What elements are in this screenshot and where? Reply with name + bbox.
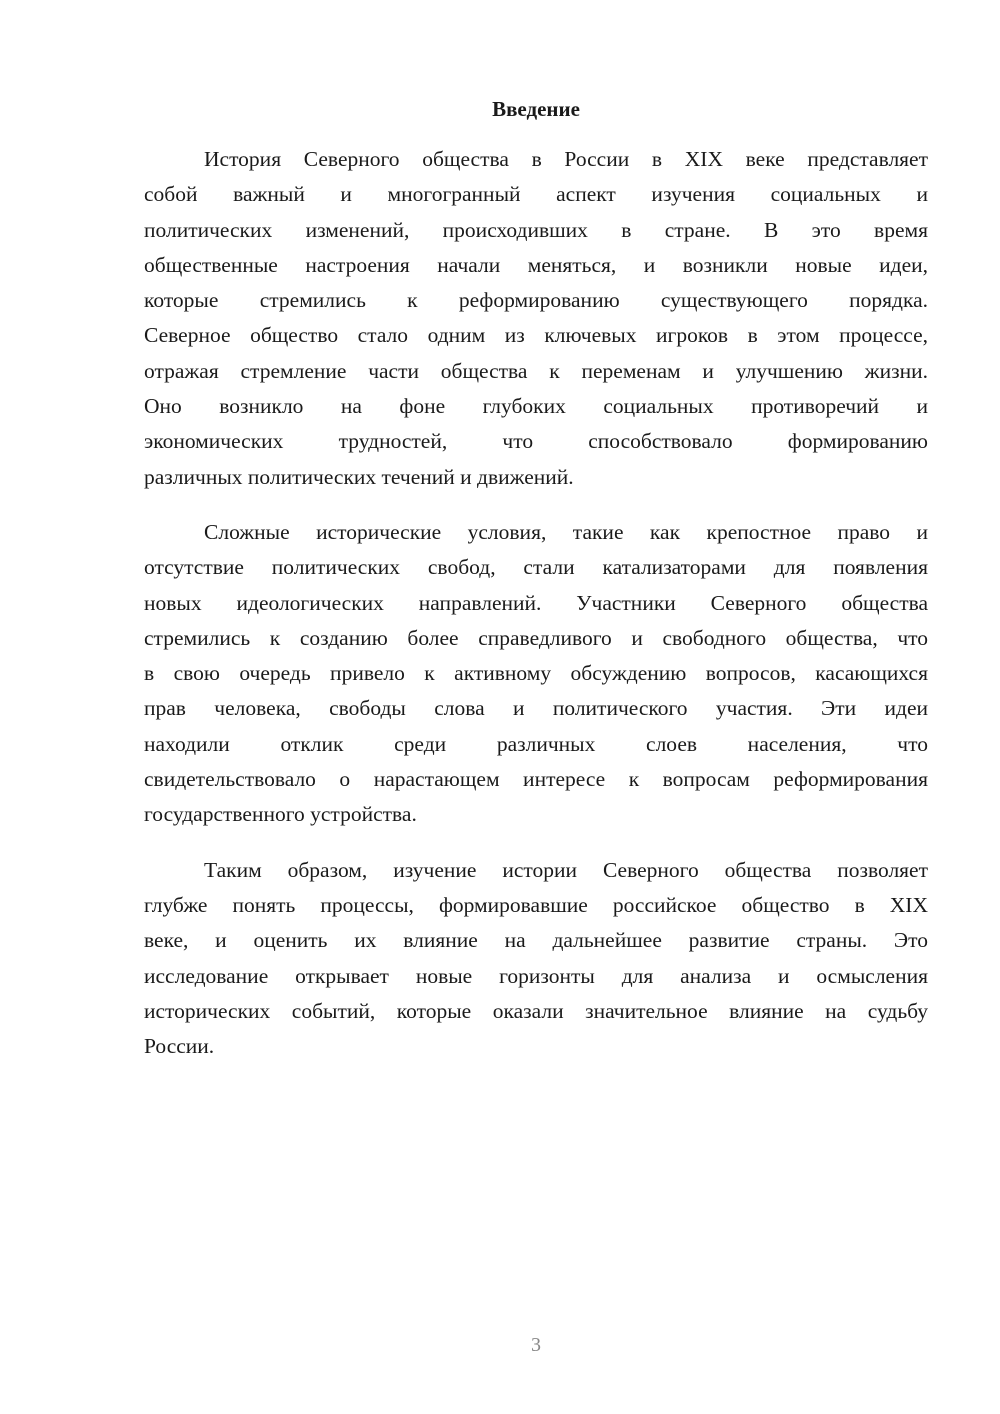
text-line: История Северного общества в России в XIX веке представляет: [204, 147, 928, 171]
text-line: Северное общество стало одним из ключевых игроков в этом процессе,: [144, 323, 928, 348]
text-line: новых идеологических направлений. Участники Северного общества: [144, 590, 928, 615]
paragraph: [144, 142, 928, 495]
text-line: общественные настроения начали меняться, и возникли новые идеи,: [144, 252, 928, 277]
page-number: 3: [531, 1334, 541, 1356]
text-line: глубже понять процессы, формировавшие российское общество в XIX: [144, 892, 928, 917]
document-body: [144, 142, 928, 1084]
text-line: собой важный и многогранный аспект изучения социальных и: [144, 182, 928, 207]
text-line: политических изменений, происходивших в стране. В это время: [144, 217, 928, 242]
paragraph: [144, 853, 928, 1065]
text-line: России.: [144, 1034, 215, 1059]
section-heading: Введение: [492, 97, 580, 121]
text-line: экономических трудностей, что способствовало формированию: [144, 429, 928, 454]
text-line: исследование открывает новые горизонты для анализа и осмысления: [144, 963, 928, 988]
text-line: Оно возникло на фоне глубоких социальных противоречий и: [144, 394, 928, 419]
text-line: исторических событий, которые оказали значительное влияние на судьбу: [144, 998, 928, 1023]
text-line: которые стремились к реформированию существующего порядка.: [144, 288, 928, 313]
paragraph: [144, 515, 928, 833]
text-line: различных политических течений и движений.: [144, 464, 574, 489]
text-line: отражая стремление части общества к переменам и улучшению жизни.: [144, 358, 928, 383]
text-line: прав человека, свободы слова и политического участия. Эти идеи: [144, 696, 928, 721]
text-line: отсутствие политических свобод, стали катализаторами для появления: [144, 555, 928, 580]
text-line: свидетельствовало о нарастающем интересе к вопросам реформирования: [144, 767, 928, 792]
text-line: Сложные исторические условия, такие как крепостное право и: [204, 519, 928, 544]
text-line: стремились к созданию более справедливого и свободного общества, что: [144, 625, 928, 650]
text-line: в свою очередь привело к активному обсуждению вопросов, касающихся: [144, 661, 928, 686]
text-line: веке, и оценить их влияние на дальнейшее развитие страны. Это: [144, 928, 928, 953]
text-line: государственного устройства.: [144, 802, 417, 827]
text-line: находили отклик среди различных слоев населения, что: [144, 731, 928, 756]
text-line: Таким образом, изучение истории Северного общества позволяет: [204, 857, 928, 882]
